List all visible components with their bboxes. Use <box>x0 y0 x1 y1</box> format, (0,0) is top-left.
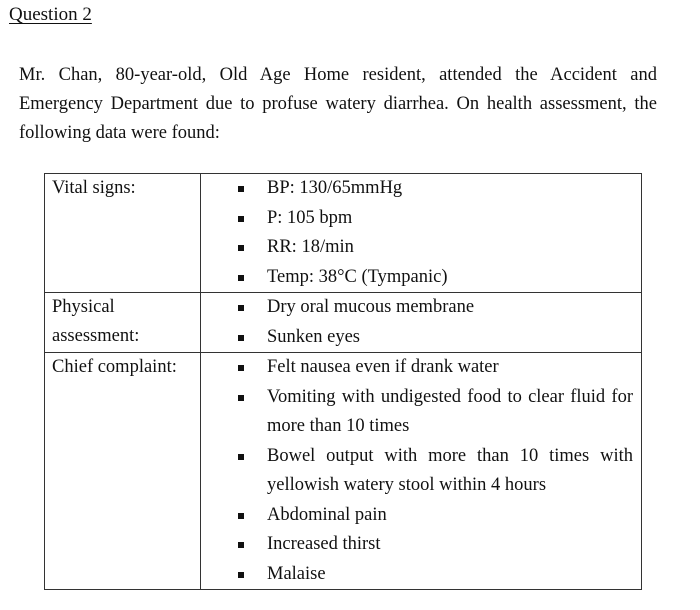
list-item-text: Bowel output with more than 10 times with <box>267 445 633 466</box>
list-item-text: Temp: 38°C (Tympanic) <box>267 266 448 287</box>
list-item-text: more than 10 times <box>267 416 410 436</box>
intro-line: Emergency Department due to profuse watery diarrhea. On health assessment, the <box>19 94 657 114</box>
assessment-table <box>44 173 642 590</box>
intro-line: Mr. Chan, 80-year-old, Old Age Home resident, attended the Accident and <box>19 65 657 85</box>
bullet-list <box>201 174 633 292</box>
list-item <box>201 323 633 353</box>
row-label-line: assessment: <box>52 326 140 346</box>
row-label-line: Vital signs: <box>52 178 136 198</box>
list-item <box>201 353 633 383</box>
list-item <box>201 501 633 531</box>
table-row-chief-complaint <box>45 353 642 590</box>
list-item <box>201 383 633 442</box>
list-item <box>201 263 633 293</box>
list-item <box>201 174 633 204</box>
list-item-text: Dry oral mucous membrane <box>267 297 475 317</box>
row-label-line: Chief complaint: <box>52 357 177 377</box>
list-item-text: RR: 18/min <box>267 237 354 257</box>
row-label <box>45 174 201 293</box>
list-item-text: Felt nausea even if drank water <box>267 357 499 377</box>
list-item-text: Abdominal pain <box>267 504 387 525</box>
list-item <box>201 530 633 560</box>
row-items <box>201 353 642 590</box>
table-row-vital-signs <box>45 174 642 293</box>
list-item <box>201 560 633 590</box>
list-item-text: Malaise <box>267 563 326 584</box>
case-introduction <box>19 61 657 148</box>
bullet-list <box>201 293 633 352</box>
list-item-text: Sunken eyes <box>267 326 360 347</box>
row-label-line: Physical <box>52 297 115 317</box>
list-item-text: P: 105 bpm <box>267 207 353 228</box>
row-label <box>45 353 201 590</box>
list-item <box>201 442 633 501</box>
list-item-text: Vomiting with undigested food to clear fluid for <box>267 386 633 407</box>
list-item-text: BP: 130/65mmHg <box>267 178 403 198</box>
table-row-physical-assessment <box>45 293 642 353</box>
list-item <box>201 293 633 323</box>
row-items <box>201 293 642 353</box>
list-item-text: yellowish watery stool within 4 hours <box>267 475 547 495</box>
intro-line: following data were found: <box>19 123 220 143</box>
list-item-text: Increased thirst <box>267 534 381 554</box>
list-item <box>201 204 633 234</box>
question-heading: Question 2 <box>9 4 92 25</box>
row-items <box>201 174 642 293</box>
bullet-list <box>201 353 633 589</box>
row-label <box>45 293 201 353</box>
list-item <box>201 233 633 263</box>
